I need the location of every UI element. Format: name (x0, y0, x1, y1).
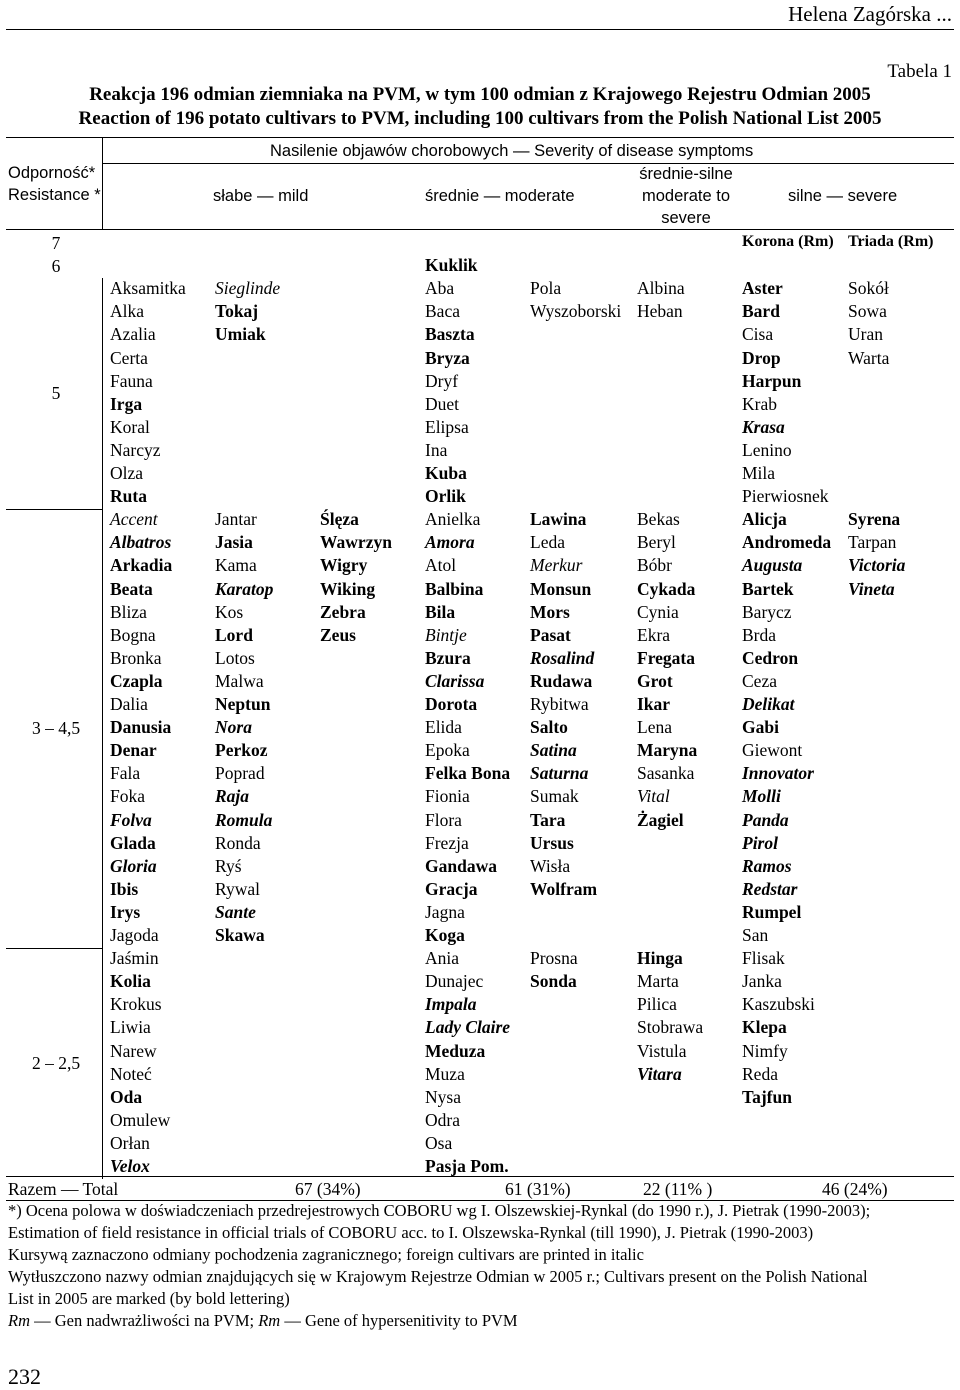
footnote-5: List in 2005 are marked (by bold lettering) (8, 1289, 290, 1308)
cultivar-cell: Kolia (110, 971, 151, 992)
cultivar-cell: Kos (215, 601, 244, 622)
cultivar-cell: Zeus (320, 624, 356, 645)
cultivar-cell: Krab (742, 393, 777, 414)
header-rule (6, 29, 954, 30)
cultivar-cell: Victoria (848, 555, 906, 576)
cultivar-cell: Krasa (742, 416, 785, 437)
cultivar-cell: Balbina (425, 578, 484, 599)
resistance-score: 2 – 2,5 (31, 1052, 81, 1073)
cultivar-cell: Skawa (215, 925, 265, 945)
totals-mod-severe: 22 (11% ) (643, 1179, 713, 1199)
severity-rule (102, 163, 954, 164)
cultivar-cell: Aba (425, 278, 455, 299)
cultivar-cell: Warta (848, 347, 890, 368)
cultivar-cell: Impala (425, 994, 477, 1015)
cultivar-cell: Albatros (110, 532, 172, 553)
cultivar-cell: Albina (637, 278, 685, 299)
cultivar-cell: Pilica (637, 994, 677, 1015)
cultivar-cell: Redstar (742, 878, 798, 899)
cultivar-cell: Sonda (530, 971, 577, 992)
cultivar-cell: Ikar (637, 694, 671, 714)
cultivar-cell: Alicja (742, 509, 787, 530)
cultivar-cell: Bard (742, 301, 780, 322)
cultivar-cell: Bintje (425, 624, 467, 645)
totals-severe: 46 (24%) (822, 1179, 888, 1199)
group-separator (6, 948, 102, 949)
resistance-score: 5 (51, 382, 61, 403)
cultivar-cell: Bryza (425, 347, 470, 368)
cultivar-cell: Janka (742, 971, 782, 992)
table-title-pl: Reakcja 196 odmian ziemniaka na PVM, w tym 100 odmian z Krajowego Rejestru Odmian 2005 (89, 84, 871, 105)
cultivar-cell: Vitara (637, 1063, 682, 1084)
resistance-score: 3 – 4,5 (31, 717, 81, 738)
cultivar-cell: Sasanka (637, 763, 695, 784)
cultivar-cell: Neptun (215, 694, 271, 714)
cultivar-cell: Nimfy (742, 1040, 788, 1061)
cultivar-cell: Dorota (425, 694, 478, 714)
cultivar-cell: Tara (530, 809, 566, 830)
cultivar-cell: Pola (530, 278, 562, 299)
cultivar-cell: Pasja Pom. (425, 1156, 509, 1176)
cultivar-cell: Sante (215, 901, 256, 922)
cultivar-cell: Zebra (320, 601, 366, 622)
cultivar-cell: Delikat (742, 694, 795, 714)
cultivar-cell: Uran (848, 324, 883, 345)
cultivar-cell: Narcyz (110, 439, 161, 460)
cultivar-cell: Muza (425, 1063, 465, 1084)
cultivar-cell: Jagoda (110, 925, 159, 945)
cultivar-cell: Lawina (530, 509, 587, 530)
cultivar-cell: Atol (425, 555, 457, 576)
cultivar-cell: Bogna (110, 624, 156, 645)
page-number: 232 (8, 1364, 41, 1389)
cultivar-cell: Panda (742, 809, 789, 830)
cultivar-cell: Ronda (215, 832, 261, 853)
cultivar-cell: Orlik (425, 486, 466, 507)
cultivar-cell: Dunajec (425, 971, 484, 992)
cultivar-cell: Ursus (530, 832, 574, 853)
cultivar-cell: Nora (215, 717, 252, 738)
cultivar-cell: Rywal (215, 878, 260, 899)
cultivar-cell: Romula (215, 809, 273, 830)
cultivar-cell: Jasia (215, 532, 253, 553)
cultivar-cell: Ceza (742, 670, 777, 691)
table-top-rule (6, 137, 954, 138)
cultivar-cell: Beryl (637, 532, 676, 553)
cultivar-cell: Meduza (425, 1040, 486, 1061)
cultivar-cell: Prosna (530, 948, 578, 969)
cultivar-cell: Perkoz (215, 740, 268, 761)
totals-mild: 67 (34%) (295, 1179, 361, 1199)
cultivar-cell: Epoka (425, 740, 470, 761)
cultivar-cell: Maryna (637, 740, 698, 761)
column-header-mod-severe-1: średnie-silne (639, 165, 733, 183)
column-header-severe: silne — severe (788, 187, 898, 205)
cultivar-cell: Grot (637, 670, 673, 691)
column-header-mod-severe-2: moderate to (641, 187, 731, 205)
column-header-mild: słabe — mild (213, 187, 309, 205)
cultivar-cell: Merkur (530, 555, 583, 576)
cultivar-cell: Wiking (320, 578, 376, 599)
cultivar-cell: Jagna (425, 901, 465, 922)
column-header-mod-severe-3: severe (661, 209, 711, 227)
cultivar-cell: Barycz (742, 601, 792, 622)
cultivar-cell: Pierwiosnek (742, 486, 829, 507)
cultivar-cell: Krokus (110, 994, 162, 1015)
footnote-3: Kursywą zaznaczono odmiany pochodzenia zagranicznego; foreign cultivars are printed in italic (8, 1245, 644, 1264)
cultivar-cell: Odra (425, 1109, 460, 1130)
resistance-score: 6 (51, 255, 61, 276)
severity-header: Nasilenie objawów chorobowych — Severity of disease symptoms (270, 142, 754, 160)
cultivar-cell: Andromeda (742, 532, 832, 553)
cultivar-cell: Triada (Rm) (848, 233, 934, 250)
cultivar-cell: San (742, 925, 769, 945)
cultivar-cell: Duet (425, 393, 460, 414)
cultivar-cell: Rumpel (742, 901, 802, 922)
cultivar-cell: Marta (637, 971, 679, 992)
cultivar-cell: Molli (742, 786, 781, 807)
totals-label: Razem — Total (8, 1179, 119, 1199)
cultivar-cell: Drop (742, 347, 781, 368)
cultivar-cell: Bila (425, 601, 456, 622)
cultivar-cell: Wisła (530, 855, 571, 876)
cultivar-cell: Mors (530, 601, 570, 622)
cultivar-cell: Alka (110, 301, 145, 322)
cultivar-cell: Azalia (110, 324, 156, 345)
cultivar-cell: Vineta (848, 578, 895, 599)
cultivar-cell: Sumak (530, 786, 579, 807)
cultivar-cell: Cedron (742, 647, 799, 668)
totals-rule (6, 1176, 954, 1177)
cultivar-cell: Bronka (110, 647, 162, 668)
group-vertical-rule (102, 278, 103, 509)
cultivar-cell: Certa (110, 347, 148, 368)
cultivar-cell: Dalia (110, 694, 148, 714)
header-vertical-rule (102, 137, 103, 229)
column-header-moderate: średnie — moderate (425, 187, 575, 205)
cultivar-cell: Heban (637, 301, 683, 322)
cultivar-cell: Augusta (742, 555, 803, 576)
cultivar-cell: Wawrzyn (320, 532, 392, 553)
cultivar-cell: Felka Bona (425, 763, 511, 784)
cultivar-cell: Kama (215, 555, 257, 576)
cultivar-cell: Aksamitka (110, 278, 186, 299)
group-vertical-rule (102, 509, 103, 948)
cultivar-cell: Ibis (110, 878, 139, 899)
cultivar-cell: Arkadia (110, 555, 173, 576)
cultivar-cell: Kaszubski (742, 994, 815, 1015)
cultivar-cell: Beata (110, 578, 153, 599)
cultivar-cell: Koral (110, 416, 150, 437)
cultivar-cell: Nysa (425, 1086, 461, 1107)
cultivar-cell: Syrena (848, 509, 901, 530)
cultivar-cell: Elida (425, 717, 462, 738)
cultivar-cell: Lotos (215, 647, 255, 668)
cultivar-cell: Wyszoborski (530, 301, 622, 322)
header-bottom-rule (6, 229, 954, 230)
cultivar-cell: Fala (110, 763, 141, 784)
cultivar-cell: Raja (215, 786, 250, 807)
cultivar-cell: Harpun (742, 370, 802, 391)
cultivar-cell: Folva (110, 809, 152, 830)
cultivar-cell: Oda (110, 1086, 143, 1107)
cultivar-cell: Gandawa (425, 855, 497, 876)
cultivar-cell: Gloria (110, 855, 157, 876)
cultivar-cell: Osa (425, 1132, 453, 1153)
footnote-4: Wytłuszczono nazwy odmian znajdujących się w Krajowym Rejestrze Odmian w 2005 r.; Cultivars present on the Polish National (8, 1267, 868, 1286)
cultivar-cell: Żagiel (637, 809, 684, 830)
cultivar-cell: Mila (742, 463, 776, 483)
cultivar-cell: Lena (637, 717, 672, 738)
totals-moderate: 61 (31%) (505, 1179, 571, 1199)
cultivar-cell: Klepa (742, 1017, 787, 1038)
cultivar-cell: Baszta (425, 324, 475, 345)
cultivar-cell: Stobrawa (637, 1017, 704, 1038)
cultivar-cell: Brda (742, 624, 777, 645)
cultivar-cell: Olza (110, 463, 144, 483)
footnote-6: Rm — Gen nadwrażliwości na PVM; Rm — Gene of hypersenitivity to PVM (8, 1311, 518, 1330)
cultivar-cell: Tokaj (215, 301, 259, 322)
group-separator (6, 509, 102, 510)
cultivar-cell: Leda (530, 532, 565, 553)
cultivar-cell: Satina (530, 740, 577, 761)
cultivar-cell: Koga (425, 925, 465, 945)
cultivar-cell: Cykada (637, 578, 696, 599)
cultivar-cell: Fregata (637, 647, 695, 668)
cultivar-cell: Pirol (742, 832, 778, 853)
cultivar-cell: Vital (637, 786, 670, 807)
cultivar-cell: Bóbr (637, 555, 672, 576)
cultivar-cell: Poprad (215, 763, 265, 784)
cultivar-cell: Omulew (110, 1109, 171, 1130)
cultivar-cell: Wigry (320, 555, 368, 576)
cultivar-cell: Ślęza (320, 509, 359, 530)
cultivar-cell: Ekra (637, 624, 671, 645)
cultivar-cell: Giewont (742, 740, 803, 761)
cultivar-cell: Tajfun (742, 1086, 792, 1107)
resistance-header-en: Resistance * (8, 186, 101, 204)
cultivar-cell: Ryś (215, 855, 242, 876)
cultivar-cell: Amora (425, 532, 475, 553)
cultivar-cell: Glada (110, 832, 156, 853)
cultivar-cell: Danusia (110, 717, 172, 738)
resistance-header-pl: Odporność* (8, 164, 96, 182)
cultivar-cell: Bliza (110, 601, 147, 622)
cultivar-cell: Malwa (215, 670, 264, 691)
cultivar-cell: Ruta (110, 486, 147, 507)
running-header: Helena Zagórska ... (788, 2, 952, 26)
cultivar-cell: Flora (425, 809, 462, 830)
cultivar-cell: Denar (110, 740, 157, 761)
cultivar-cell: Clarissa (425, 670, 485, 691)
cultivar-cell: Bartek (742, 578, 794, 599)
cultivar-cell: Saturna (530, 763, 589, 784)
cultivar-cell: Irys (110, 901, 141, 922)
table-title-en: Reaction of 196 potato cultivars to PVM, including 100 cultivars from the Polish National List 2005 (78, 108, 882, 129)
cultivar-cell: Accent (110, 509, 158, 530)
cultivar-cell: Liwia (110, 1017, 151, 1038)
cultivar-cell: Czapla (110, 670, 163, 691)
cultivar-cell: Foka (110, 786, 145, 807)
cultivar-cell: Rudawa (530, 670, 593, 691)
cultivar-cell: Innovator (742, 763, 814, 784)
cultivar-cell: Gabi (742, 717, 779, 738)
cultivar-cell: Ania (425, 948, 460, 969)
cultivar-cell: Jantar (215, 509, 257, 530)
cultivar-cell: Ramos (742, 855, 792, 876)
cultivar-cell: Baca (425, 301, 460, 322)
cultivar-cell: Dryf (425, 370, 459, 391)
cultivar-cell: Salto (530, 717, 568, 738)
cultivar-cell: Kuba (425, 463, 467, 483)
cultivar-cell: Velox (110, 1156, 150, 1176)
table-label: Tabela 1 (887, 61, 952, 82)
footnote-1: *) Ocena polowa w doświadczeniach przedrejestrowych COBORU wg I. Olszewskiej-Rynkal (do 1990 r.), J. Pietrak (1990-2003); (8, 1201, 871, 1220)
cultivar-cell: Elipsa (425, 416, 469, 437)
cultivar-cell: Irga (110, 393, 143, 414)
cultivar-cell: Lord (215, 624, 253, 645)
group-vertical-rule (102, 948, 103, 1179)
cultivar-cell: Umiak (215, 324, 266, 345)
cultivar-cell: Flisak (742, 948, 785, 969)
cultivar-cell: Aster (742, 278, 783, 299)
cultivar-cell: Wolfram (530, 878, 598, 899)
cultivar-cell: Tarpan (848, 532, 897, 553)
cultivar-cell: Lenino (742, 439, 792, 460)
cultivar-cell: Rosalind (530, 647, 595, 668)
cultivar-cell: Jaśmin (110, 948, 159, 969)
cultivar-cell: Monsun (530, 578, 592, 599)
cultivar-cell: Bekas (637, 509, 680, 530)
cultivar-cell: Cisa (742, 324, 774, 345)
cultivar-cell: Rybitwa (530, 694, 589, 714)
cultivar-cell: Korona (Rm) (742, 233, 834, 250)
footnote-2: Estimation of field resistance in official trials of COBORU acc. to I. Olszewska-Rynkal (till 1990), J. Pietrak (1990-2003) (8, 1223, 814, 1242)
cultivar-cell: Sieglinde (215, 278, 281, 299)
resistance-score: 7 (51, 232, 61, 253)
cultivar-cell: Ina (425, 439, 448, 460)
cultivar-cell: Kuklik (425, 255, 478, 276)
cultivar-cell: Hinga (637, 948, 683, 969)
cultivar-cell: Pasat (530, 624, 571, 645)
cultivar-cell: Frezja (425, 832, 469, 853)
cultivar-cell: Sowa (848, 301, 887, 322)
cultivar-cell: Narew (110, 1040, 157, 1061)
cultivar-cell: Fionia (425, 786, 470, 807)
cultivar-cell: Gracja (425, 878, 478, 899)
cultivar-cell: Sokół (848, 278, 889, 299)
cultivar-cell: Karatop (215, 578, 274, 599)
cultivar-cell: Orłan (110, 1132, 150, 1153)
cultivar-cell: Fauna (110, 370, 153, 391)
cultivar-cell: Noteć (110, 1063, 152, 1084)
cultivar-cell: Lady Claire (425, 1017, 511, 1038)
cultivar-cell: Cynia (637, 601, 679, 622)
cultivar-cell: Anielka (425, 509, 481, 530)
cultivar-cell: Reda (742, 1063, 778, 1084)
cultivar-cell: Bzura (425, 647, 471, 668)
cultivar-cell: Vistula (637, 1040, 687, 1061)
